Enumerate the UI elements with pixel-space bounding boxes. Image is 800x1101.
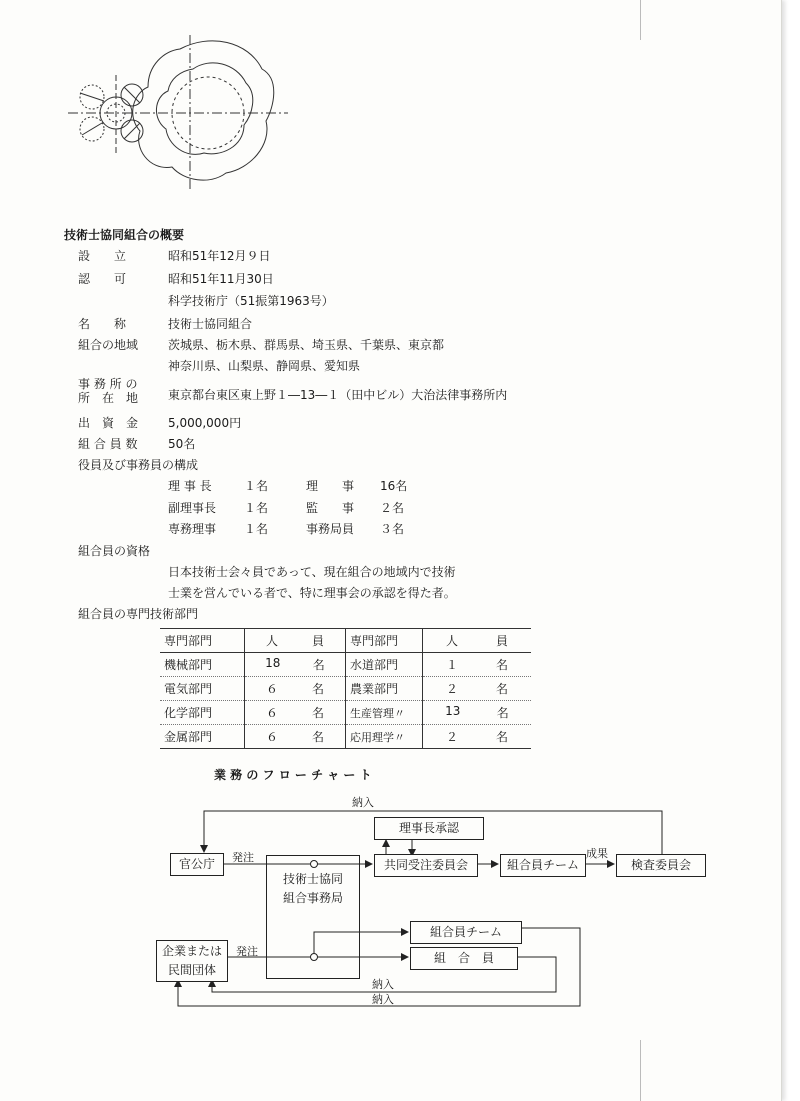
unit-value: 名 bbox=[495, 658, 508, 672]
page-title: 技術士協同組合の概要 bbox=[64, 228, 185, 242]
approved-value: 昭和51年11月30日 bbox=[168, 272, 274, 286]
count-value: ６ bbox=[265, 730, 278, 744]
order-label: 発注 bbox=[232, 851, 254, 864]
header-cell: 専門部門 bbox=[346, 629, 423, 653]
established-value: 昭和51年12月９日 bbox=[168, 249, 271, 263]
flowchart-title: 業 務 の フ ロ ー チ ャ ー ト bbox=[214, 768, 372, 782]
approval-box: 理事長承認 bbox=[374, 817, 484, 840]
office-label-line1: 事 務 所 の bbox=[78, 377, 138, 391]
capital-value: 5,000,000円 bbox=[168, 416, 242, 430]
staff-count: 16名 bbox=[380, 479, 408, 493]
count-value: ６ bbox=[265, 682, 278, 696]
office-box-line2: 組合事務局 bbox=[282, 891, 343, 905]
approved-label: 認 可 bbox=[78, 272, 127, 286]
office-label-line2: 所 在 地 bbox=[78, 391, 139, 405]
count-value: 18 bbox=[265, 656, 281, 670]
header-cell: 人 bbox=[445, 634, 458, 648]
dept-cell: 金属部門 bbox=[160, 725, 245, 749]
company-box-line1: 企業または bbox=[161, 944, 222, 958]
inspection-box: 検査委員会 bbox=[616, 854, 706, 877]
region-value: 茨城県、栃木県、群馬県、埼玉県、千葉県、東京都 bbox=[168, 338, 445, 352]
established-label: 設 立 bbox=[78, 249, 127, 263]
government-box: 官公庁 bbox=[170, 853, 224, 876]
company-box-line2: 民間団体 bbox=[167, 963, 216, 977]
unit-value: 名 bbox=[496, 706, 509, 720]
team-box-2: 組合員チーム bbox=[410, 921, 522, 944]
unit-value: 名 bbox=[495, 682, 508, 696]
unit-value: 名 bbox=[311, 682, 324, 696]
staff-count: ３名 bbox=[380, 522, 405, 536]
delivery-label: 納入 bbox=[352, 796, 374, 809]
staff-count: １名 bbox=[244, 522, 269, 536]
joint-committee-box: 共同受注委員会 bbox=[374, 854, 478, 877]
header-cell: 員 bbox=[311, 634, 324, 648]
dept-cell: 農業部門 bbox=[346, 677, 423, 701]
dept-cell: 応用理学〃 bbox=[346, 725, 423, 749]
count-value: 13 bbox=[445, 704, 461, 718]
header-cell: 人 bbox=[265, 634, 278, 648]
count-value: ２ bbox=[445, 730, 458, 744]
dept-cell: 生産管理〃 bbox=[346, 701, 423, 725]
count-value: ６ bbox=[265, 706, 278, 720]
office-box bbox=[266, 855, 360, 979]
staff-count: １名 bbox=[244, 479, 269, 493]
unit-value: 名 bbox=[311, 706, 324, 720]
order-label: 発注 bbox=[236, 945, 258, 958]
office-box-line1: 技術士協同 bbox=[282, 872, 343, 886]
staff-count: １名 bbox=[244, 501, 269, 515]
header-cell: 員 bbox=[495, 634, 508, 648]
staff-role: 事務局員 bbox=[306, 522, 355, 536]
staff-role: 監 事 bbox=[306, 501, 355, 515]
name-label: 名 称 bbox=[78, 317, 127, 331]
dept-cell: 水道部門 bbox=[346, 653, 423, 677]
delivery-label: 納入 bbox=[372, 993, 394, 1006]
count-value: ２ bbox=[445, 682, 458, 696]
member-box: 組 合 員 bbox=[410, 947, 518, 970]
expertise-heading: 組合員の専門技術部門 bbox=[78, 607, 199, 621]
dept-cell: 化学部門 bbox=[160, 701, 245, 725]
members-label: 組 合 員 数 bbox=[78, 437, 138, 451]
staff-role: 理 事 長 bbox=[168, 479, 212, 493]
staff-heading: 役員及び事務員の構成 bbox=[78, 458, 199, 472]
capital-label: 出 資 金 bbox=[78, 416, 139, 430]
region-value-cont: 神奈川県、山梨県、静岡県、愛知県 bbox=[168, 359, 361, 373]
dept-cell: 機械部門 bbox=[160, 653, 245, 677]
region-label: 組合の地域 bbox=[78, 338, 139, 352]
count-value: １ bbox=[445, 658, 458, 672]
qualification-text: 士業を営んでいる者で、特に理事会の承認を得た者。 bbox=[168, 586, 456, 600]
staff-count: ２名 bbox=[380, 501, 405, 515]
members-value: 50名 bbox=[168, 437, 196, 451]
staff-role: 理 事 bbox=[306, 479, 355, 493]
result-label: 成果 bbox=[586, 847, 608, 860]
name-value: 技術士協同組合 bbox=[168, 317, 253, 331]
unit-value: 名 bbox=[312, 658, 325, 672]
approval-number: 科学技術庁（51振第1963号） bbox=[168, 294, 334, 308]
header-cell: 専門部門 bbox=[160, 629, 245, 653]
delivery-label: 納入 bbox=[372, 978, 394, 991]
office-value: 東京都台東区東上野１―13―１（田中ビル）大治法律事務所内 bbox=[168, 388, 508, 402]
company-box bbox=[156, 940, 228, 982]
staff-role: 専務理事 bbox=[168, 522, 217, 536]
unit-value: 名 bbox=[495, 730, 508, 744]
dept-cell: 電気部門 bbox=[160, 677, 245, 701]
staff-role: 副理事長 bbox=[168, 501, 217, 515]
qualification-text: 日本技術士会々員であって、現在組合の地域内で技術 bbox=[168, 565, 456, 579]
unit-value: 名 bbox=[311, 730, 324, 744]
qualification-heading: 組合員の資格 bbox=[78, 544, 151, 558]
team-box: 組合員チーム bbox=[500, 854, 586, 877]
